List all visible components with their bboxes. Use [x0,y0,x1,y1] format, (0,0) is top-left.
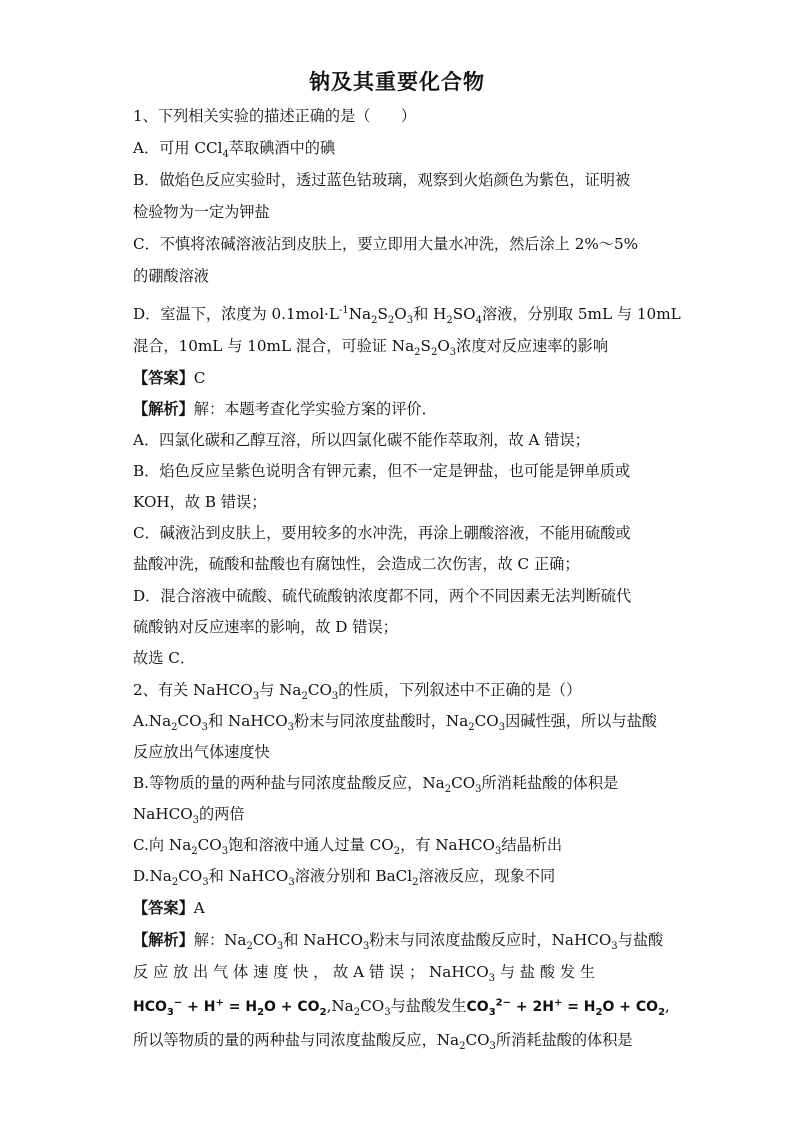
q1-option-a: A．可用 CCl$_4$萃取碘酒中的碘 [133,139,336,161]
q2-option-d: $D.Na_2CO_3$和 NaHCO$_3$溶液分别和 BaCl$_2$溶液反应，现象不同 [133,867,556,889]
q1-option-c-line2: 的硼酸溶液 [133,267,209,285]
q2-stem: 2、有关 NaHCO$_3$与 $Na_2CO_3$的性质，下列叙述中不正确的是（） [133,681,582,703]
q2-option-a-line2: 反应放出气体速度快 [133,743,270,761]
q1-explain-c-line2: 盐酸冲洗，硫酸和盐酸也有腐蚀性，会造成二次伤害，故 C 正确； [133,555,580,573]
q2-option-b-line2: NaHCO$_3$的两倍 [133,805,245,827]
q1-explain-b-line2: KOH，故 B 错误； [133,493,267,511]
q1-stem: 1、下列相关实验的描述正确的是（ ） [133,107,417,125]
q1-analysis-intro: 【解析】解：本题考查化学实验方案的评价． [133,400,437,418]
q2-analysis-line3: $HCO_3^- + H^+ = H_2O + CO_2,Na_2CO_3$与盐酸发生$CO_3^{2-} + 2H^+ = H_2O + CO_2$, [133,997,670,1019]
q2-analysis-line2: 反 应 放 出 气 体 速 度 快 ， 故 A 错 误 ； NaHCO$_3$ 与 盐 酸 发 生 [133,963,596,985]
q1-explain-d-line1: D．混合溶液中硫酸、硫代硫酸钠浓度都不同，两个不同因素无法判断硫代 [133,587,632,605]
q1-conclusion: 故选 C． [133,649,196,667]
q2-analysis-line1: 【解析】解：$Na_2CO_3$和 NaHCO$_3$粉末与同浓度盐酸反应时，NaHCO$_3$与盐酸 [133,931,664,953]
q1-option-d-line2: 混合，10mL 与 10mL 混合，可验证 $Na_2S_2O_3$浓度对反应速率的影响 [133,337,609,359]
q2-option-c: C.向 $Na_2CO_3$饱和溶液中通人过量 $CO_2$，有 NaHCO$_3$结晶析出 [133,836,563,858]
q2-option-a-line1: $A.Na_2CO_3$和 NaHCO$_3$粉末与同浓度盐酸时，$Na_2CO_3$因碱性强，所以与盐酸 [133,712,657,734]
q1-explain-d-line2: 硫酸钠对反应速率的影响，故 D 错误； [133,618,398,636]
q1-explain-a: A．四氯化碳和乙醇互溶，所以四氯化碳不能作萃取剂，故 A 错误； [133,431,590,449]
page-title: 钠及其重要化合物 [309,70,485,94]
q1-option-c-line1: C．不慎将浓碱溶液沾到皮肤上，要立即用大量水冲洗，然后涂上 2%～5% [133,235,639,253]
q2-answer: 【答案】A [133,899,205,917]
q1-explain-b-line1: B．焰色反应呈紫色说明含有钾元素，但不一定是钾盐，也可能是钾单质或 [133,462,631,480]
q1-answer: 【答案】C [133,369,206,387]
equation-2: $CO_3^{2-} + 2H^+ = H_2O + CO_2$ [466,997,666,1018]
equation-1: $HCO_3^- + H^+ = H_2O + CO_2$ [133,997,327,1018]
q1-option-b-line2: 检验物为一定为钾盐 [133,203,270,221]
q2-analysis-line4: 所以等物质的量的两种盐与同浓度盐酸反应，$Na_2CO_3$所消耗盐酸的体积是 [133,1031,633,1053]
q1-option-b-line1: B．做焰色反应实验时，透过蓝色钴玻璃，观察到火焰颜色为紫色，证明被 [133,171,631,189]
q1-explain-c-line1: C．碱液沾到皮肤上，要用较多的水冲洗，再涂上硼酸溶液，不能用硫酸或 [133,524,631,542]
q2-option-b-line1: B.等物质的量的两种盐与同浓度盐酸反应，$Na_2CO_3$所消耗盐酸的体积是 [133,774,619,796]
q1-option-d-line1: D．室温下，浓度为 $0.1mol\cdot L^{-1}Na_2S_2O_3$和 $H_2SO_4$溶液，分别取 5mL 与 10mL [133,304,681,327]
